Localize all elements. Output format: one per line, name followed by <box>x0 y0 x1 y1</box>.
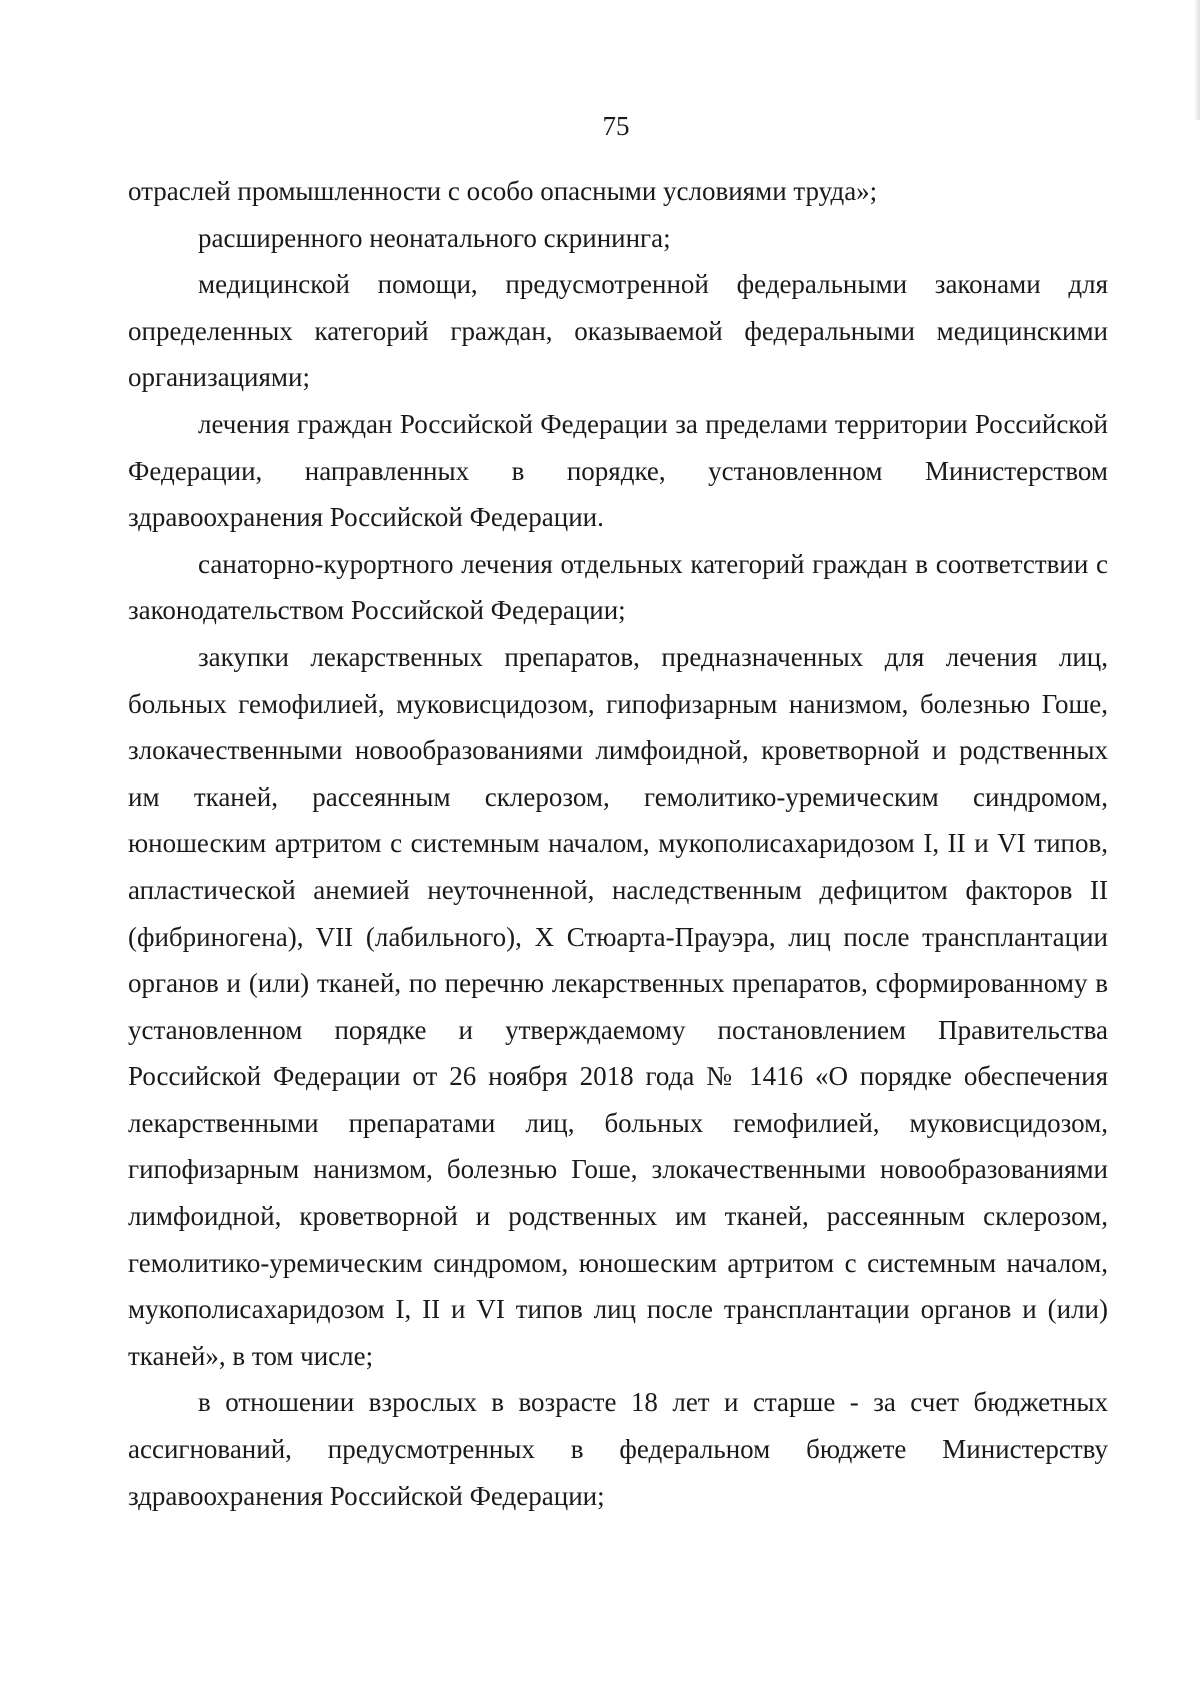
paragraph-4: лечения граждан Российской Федерации за пределами территории Российской Федерации, направленных в порядке, установленном Министерством здравоохранения Российской Федерации. <box>128 408 1108 533</box>
scan-edge-shadow <box>1194 0 1200 120</box>
paragraph-2: расширенного неонатального скрининга; <box>198 222 671 253</box>
document-body <box>128 168 1108 1519</box>
paragraph-5: санаторно-курортного лечения отдельных категорий граждан в соответствии с законодательством Российской Федерации; <box>128 548 1108 626</box>
page-number: 75 <box>602 111 630 141</box>
paragraph-3: медицинской помощи, предусмотренной федеральными законами для определенных категорий граждан, оказываемой федеральными медицинскими организациями; <box>128 269 1108 393</box>
paragraph-7: в отношении взрослых в возрасте 18 лет и старше - за счет бюджетных ассигнований, предусмотренных в федеральном бюджете Министерству здравоохранения Российской Федерации; <box>128 1387 1108 1511</box>
paragraph-1: отраслей промышленности с особо опасными условиями труда»; <box>128 176 878 206</box>
paragraph-6: закупки лекарственных препаратов, предназначенных для лечения лиц, больных гемофилией, муковисцидозом, гипофизарным нанизмом, болезнью Гоше, злокачественными новообразованиями лимфоидной, кроветворной и родственных им тканей, рассеянным склерозом, гемолитико-уремическим синдромом, юношеским артритом с системным началом, мукополисахаридозом I, II и VI типов, апластической анемией неуточненной, наследственным дефицитом факторов II (фибриногена), VII (лабильного), X Стюарта-Прауэра, лиц после трансплантации органов и (или) тканей, по перечню лекарственных препаратов, сформированному в установленном порядке и утверждаемому постановлением Правительства Российской Федерации от 26 ноября 2018 года № 1416 «О порядке обеспечения лекарственными препаратами лиц, больных гемофилией, муковисцидозом, гипофизарным нанизмом, болезнью Гоше, злокачественными новообразованиями лимфоидной, кроветворной и родственных им тканей, рассеянным склерозом, гемолитико-уремическим синдромом, юношеским артритом с системным началом, мукополисахаридозом I, II и VI типов лиц после трансплантации органов и (или) тканей», в том числе; <box>128 641 1108 1371</box>
